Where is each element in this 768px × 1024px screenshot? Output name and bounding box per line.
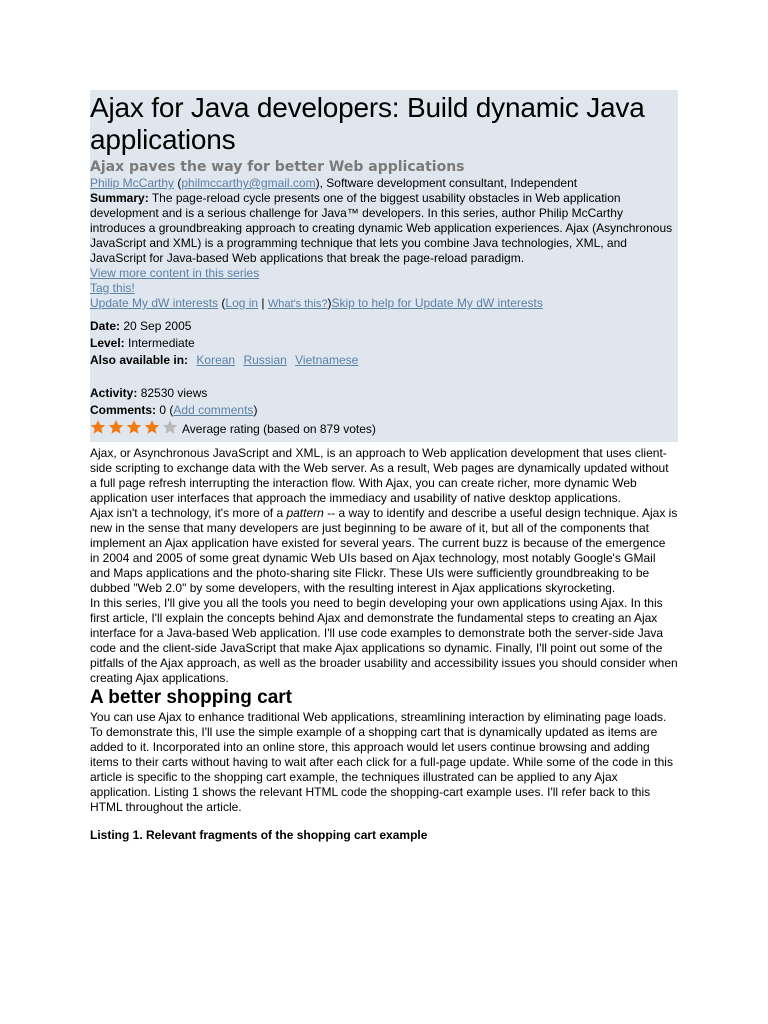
star-filled-icon[interactable] — [126, 419, 142, 435]
rating-stars[interactable] — [90, 419, 178, 435]
log-in-link[interactable]: Log in — [225, 296, 259, 310]
activity-row — [90, 385, 678, 402]
section-heading: A better shopping cart — [90, 687, 292, 708]
author-line — [90, 176, 678, 191]
rating-row — [90, 419, 678, 438]
update-interests-link[interactable]: Update My dW interests — [90, 296, 219, 310]
article-header — [90, 90, 678, 442]
language-link-russian[interactable]: Russian — [243, 353, 287, 367]
paren-close: ) — [327, 296, 332, 310]
comments-count: 0 — [159, 403, 167, 417]
star-filled-icon[interactable] — [144, 419, 160, 435]
summary — [90, 191, 678, 266]
languages-row — [90, 352, 678, 369]
date-value: 20 Sep 2005 — [123, 319, 192, 333]
paragraph-text: -- a way to identify and describe a useful design technique. Ajax is new in the sense that many developers are just beginning to be aware of it, but all of the components that implement an Ajax application have existed for several years. The current buzz is because of the emergence in 2004 and 2005 of some great dynamic Web UIs based on Ajax technology, most notably Google's GMail and Maps applications and the photo-sharing site Flickr. These UIs were sufficiently groundbreaking to be dubbed "Web 2.0" by some developers, with the resulting interest in Ajax applications skyrocketing. — [90, 506, 678, 595]
interests-row — [90, 296, 678, 312]
paren-open: ( — [177, 176, 182, 190]
page-subtitle: Ajax paves the way for better Web applications — [90, 159, 465, 175]
activity-label: Activity: — [90, 386, 138, 400]
emphasis-text: pattern — [286, 506, 324, 520]
paragraph: In this series, I'll give you all the tools you need to begin developing your own applications using Ajax. In this first article, I'll explain the concepts behind Ajax and demonstrate the fundamental steps to creating an Ajax interface for a Java-based Web application. I'll use code examples to demonstrate both the server-side Java code and the client-side JavaScript that make Ajax applications so dynamic. Finally, I'll point out some of the pitfalls of the Ajax approach, as well as the broader usability and accessibility issues you should consider when creating Ajax applications. — [90, 596, 678, 685]
comments-label: Comments: — [90, 403, 157, 417]
summary-text: The page-reload cycle presents one of the biggest usability obstacles in Web application development and is a serious challenge for Java™ developers. In this series, author Philip McCarthy introduces a groundbreaking approach to creating dynamic Web application experiences. Ajax (Asynchronous JavaScript and XML) is a programming technique that lets you combine Java technologies, XML, and JavaScript for Java-based Web applications that break the page-reload paradigm. — [90, 191, 673, 265]
rating-text: Average rating (based on 879 votes) — [182, 422, 376, 436]
article-page — [90, 90, 678, 843]
article-body — [90, 446, 678, 843]
tag-this-row — [90, 281, 678, 296]
spacer — [90, 369, 678, 385]
comments-row — [90, 402, 678, 419]
paragraph: You can use Ajax to enhance traditional Web applications, streamlining interaction by eliminating page loads. To demonstrate this, I'll use the simple example of a shopping cart that is dynamically updated as items are added to it. Incorporated into an online store, this approach would let users continue browsing and adding items to their carts without having to wait after each click for a full-page update. While some of the code in this article is specific to the shopping cart example, the techniques illustrated can be applied to any Ajax application. Listing 1 shows the relevant HTML code the shopping-cart example uses. I'll refer back to this HTML throughout the article. — [90, 710, 673, 814]
separator: | — [258, 296, 268, 310]
star-empty-icon[interactable] — [162, 419, 178, 435]
available-label: Also available in: — [90, 353, 189, 367]
tag-this-link[interactable]: Tag this! — [90, 281, 135, 295]
paragraph: Ajax, or Asynchronous JavaScript and XML, is an approach to Web application development that uses client-side scripting to exchange data with the Web server. As a result, Web pages are dynamically updated without a full page refresh interrupting the interaction flow. With Ajax, you can create richer, more dynamic Web application user interfaces that approach the immediacy and usability of native desktop applications. — [90, 446, 669, 505]
star-filled-icon[interactable] — [108, 419, 124, 435]
skip-help-link[interactable]: Skip to help for Update My dW interests — [331, 296, 543, 310]
add-comments-link[interactable]: Add comments — [173, 403, 254, 417]
paren-close: ) — [315, 176, 320, 190]
language-link-korean[interactable]: Korean — [196, 353, 236, 367]
author-name-link[interactable]: Philip McCarthy — [90, 176, 175, 190]
author-role: , Software development consultant, Independent — [319, 176, 578, 190]
page-title: Ajax for Java developers: Build dynamic Java applications — [90, 92, 645, 155]
paragraph — [90, 506, 678, 596]
level-row — [90, 335, 678, 352]
author-email-link[interactable]: philmccarthy@gmail.com — [181, 176, 316, 190]
listing-caption: Listing 1. Relevant fragments of the shopping cart example — [90, 828, 428, 842]
paren-open: ( — [221, 296, 226, 310]
view-more-row — [90, 266, 678, 281]
date-row — [90, 318, 678, 335]
activity-value: 82530 views — [140, 386, 208, 400]
whats-this-link[interactable]: What's this? — [267, 298, 328, 310]
view-more-link[interactable]: View more content in this series — [90, 266, 260, 280]
language-link-vietnamese[interactable]: Vietnamese — [295, 353, 359, 367]
date-label: Date: — [90, 319, 121, 333]
paren-close: ) — [253, 403, 258, 417]
paren-open: ( — [169, 403, 174, 417]
paragraph-text: Ajax isn't a technology, it's more of a — [90, 506, 287, 520]
level-label: Level: — [90, 336, 125, 350]
summary-label: Summary: — [90, 191, 149, 205]
level-value: Intermediate — [128, 336, 195, 350]
star-filled-icon[interactable] — [90, 419, 106, 435]
